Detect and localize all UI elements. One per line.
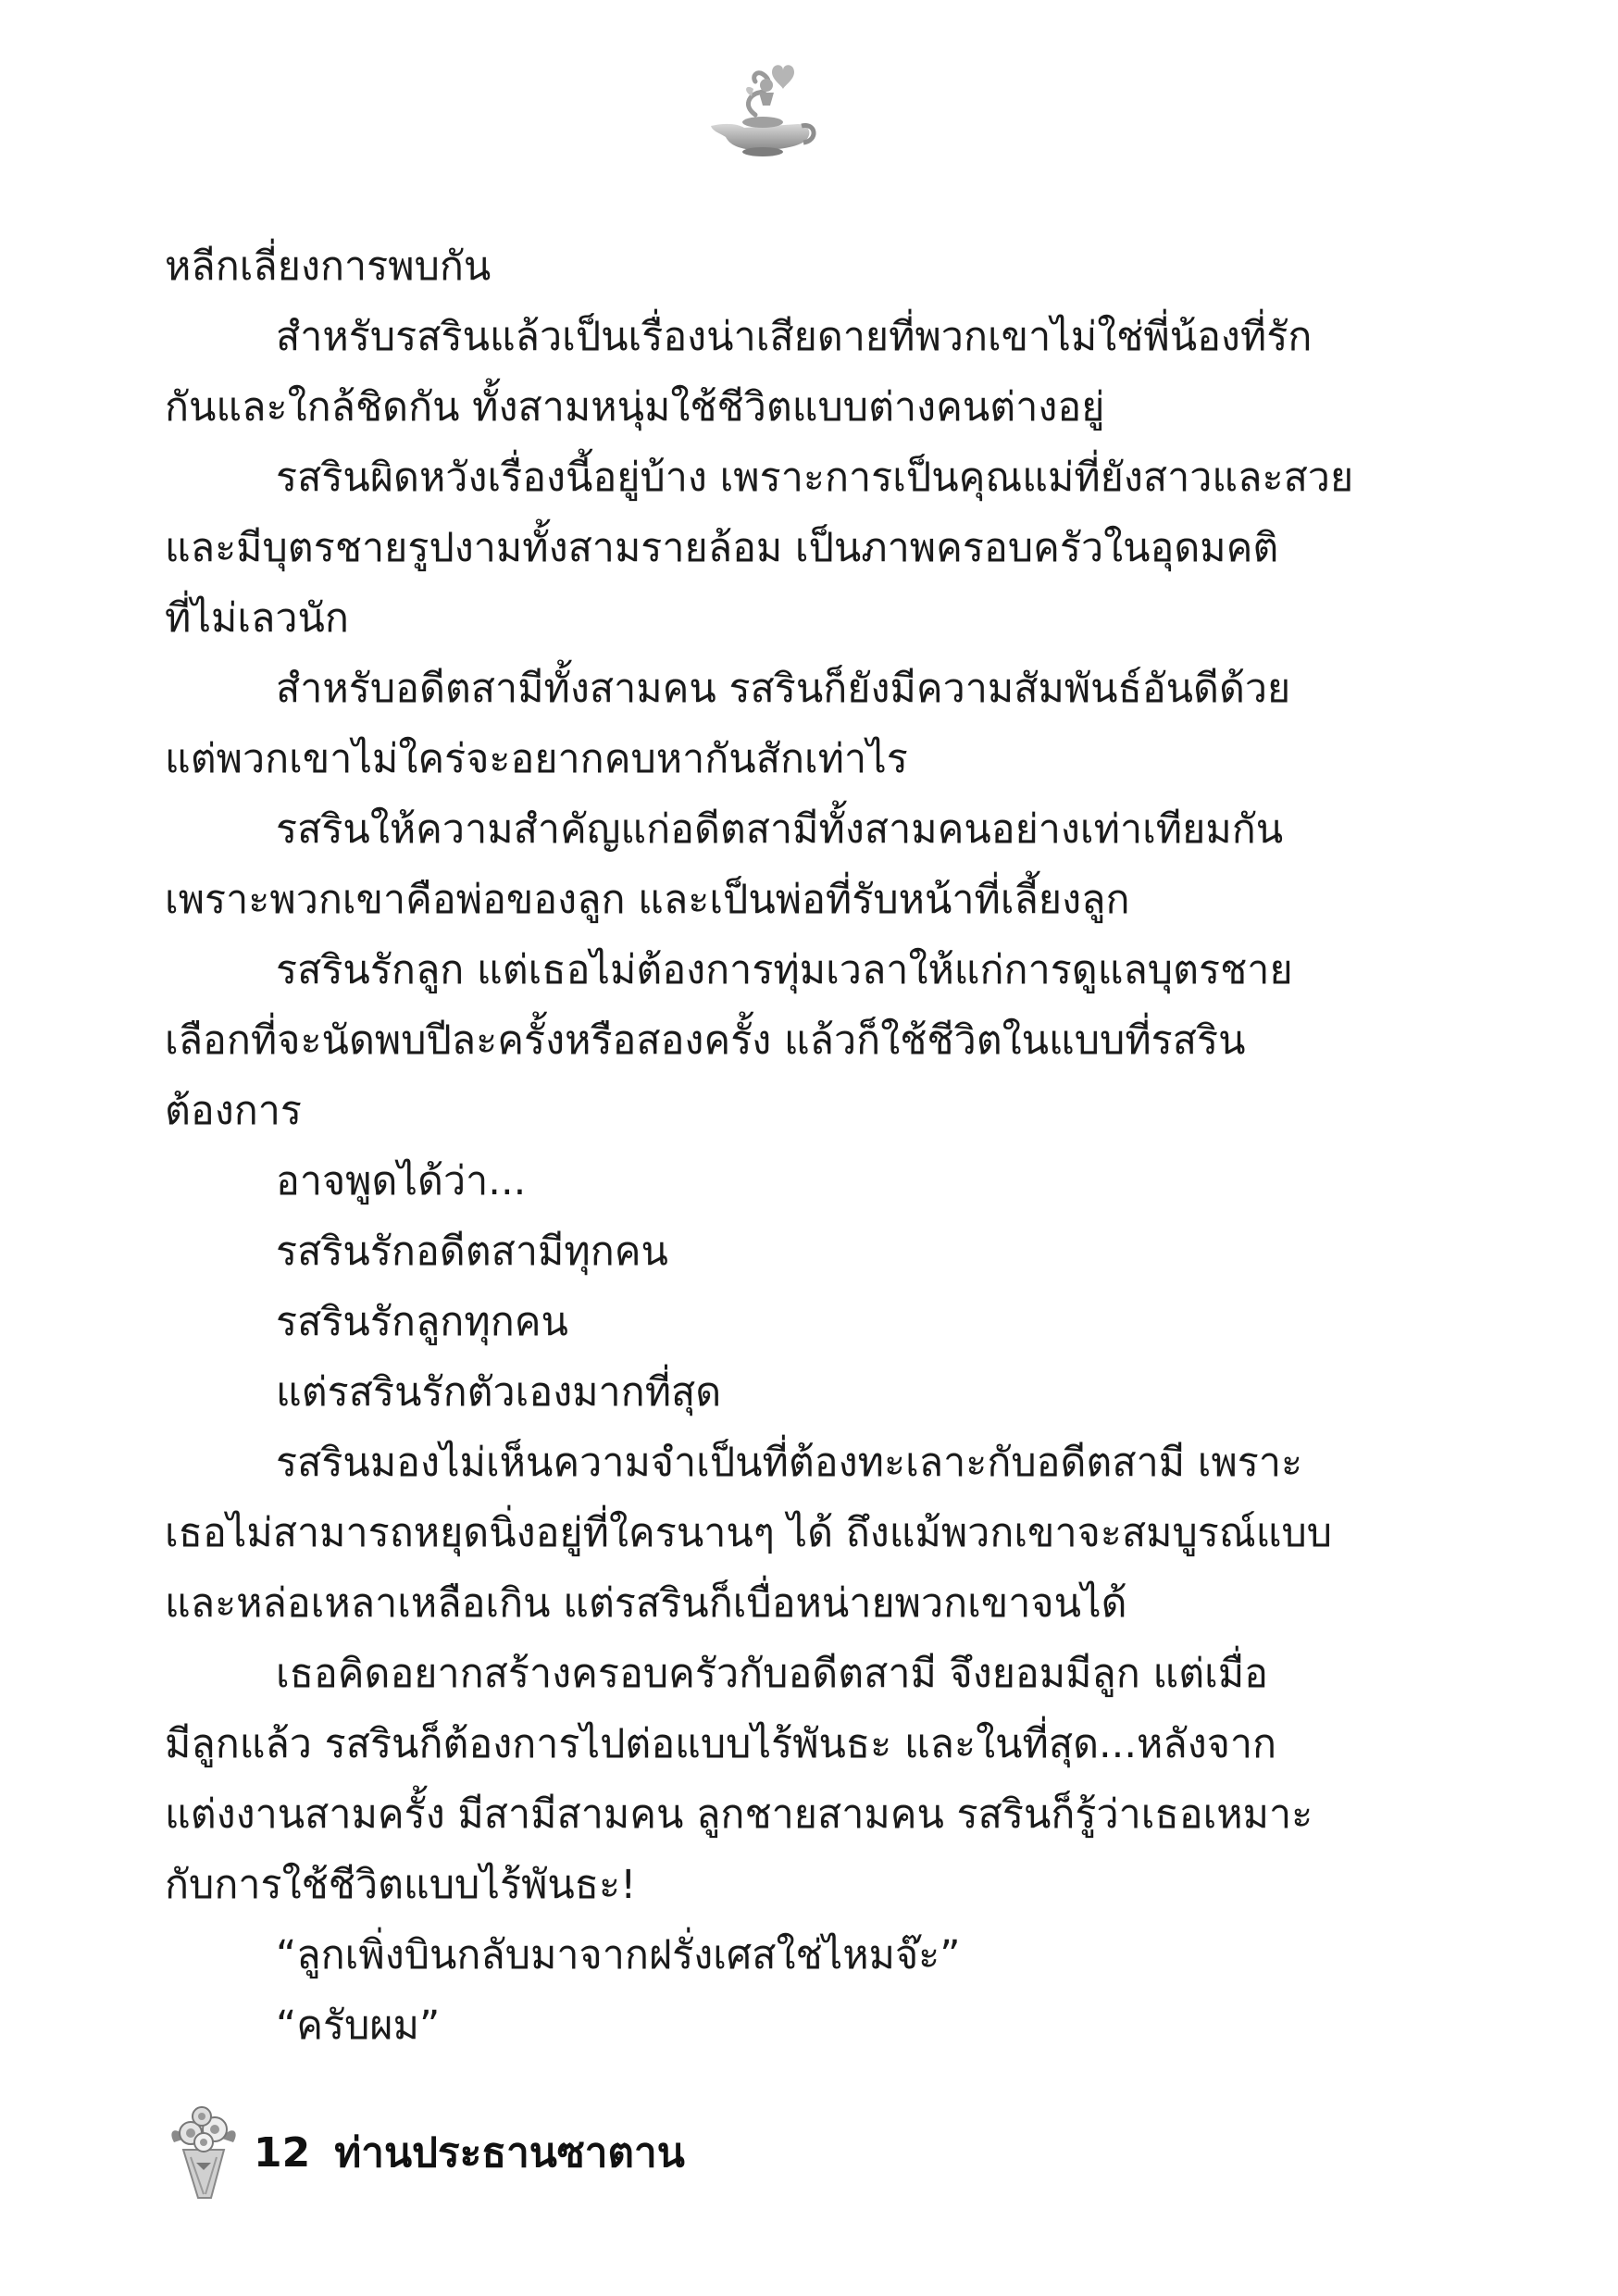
- text-line: “ครับผม”: [276, 2003, 441, 2049]
- text-line: เธอไม่สามารถหยุดนิ่งอยู่ที่ใครนานๆ ได้ ถึงแม้พวกเขาจะสมบูรณ์แบบ: [165, 1510, 1333, 1556]
- genie-lamp-icon: [698, 57, 818, 159]
- text-line: เพราะพวกเขาคือพ่อของลูก และเป็นพ่อที่รับหน้าที่เลี้ยงลูก: [165, 877, 1130, 923]
- page-number: 12: [254, 2128, 311, 2177]
- text-line: แต่รสรินรักตัวเองมากที่สุด: [276, 1369, 722, 1416]
- body-text: [165, 231, 1359, 2061]
- text-line: อาจพูดได้ว่า...: [276, 1158, 527, 1204]
- text-line: กับการใช้ชีวิตแบบไร้พันธะ!: [165, 1862, 637, 1908]
- text-line: รสรินผิดหวังเรื่องนี้อยู่บ้าง เพราะการเป็นคุณแม่ที่ยังสาวและสวย: [276, 455, 1354, 501]
- text-line: ที่ไม่เลวนัก: [165, 595, 349, 642]
- text-line: รสรินให้ความสำคัญแก่อดีตสามีทั้งสามคนอย่างเท่าเทียมกัน: [276, 806, 1284, 853]
- text-line: กันและใกล้ชิดกัน ทั้งสามหนุ่มใช้ชีวิตแบบต่างคนต่างอยู่: [165, 384, 1105, 430]
- text-line: รสรินรักอดีตสามีทุกคน: [276, 1229, 668, 1275]
- text-line: แต่พวกเขาไม่ใคร่จะอยากคบหากันสักเท่าไร: [165, 736, 908, 782]
- text-line: หลีกเลี่ยงการพบกัน: [165, 243, 492, 290]
- text-line: สำหรับอดีตสามีทั้งสามคน รสรินก็ยังมีความสัมพันธ์อันดีด้วย: [276, 666, 1291, 712]
- text-line: เลือกที่จะนัดพบปีละครั้งหรือสองครั้ง แล้วก็ใช้ชีวิตในแบบที่รสริน: [165, 1017, 1246, 1064]
- flower-bouquet-icon: [157, 2102, 250, 2203]
- text-line: และหล่อเหลาเหลือเกิน แต่รสรินก็เบื่อหน่ายพวกเขาจนได้: [165, 1580, 1127, 1627]
- page-footer: [157, 2102, 685, 2203]
- book-title: ท่านประธานซาตาน: [334, 2129, 685, 2177]
- text-line: มีลูกแล้ว รสรินก็ต้องการไปต่อแบบไร้พันธะ และในที่สุด...หลังจาก: [165, 1721, 1277, 1767]
- text-line: เธอคิดอยากสร้างครอบครัวกับอดีตสามี จึงยอมมีลูก แต่เมื่อ: [276, 1651, 1268, 1697]
- text-line: รสรินรักลูกทุกคน: [276, 1299, 568, 1345]
- text-line: สำหรับรสรินแล้วเป็นเรื่องน่าเสียดายที่พวกเขาไม่ใช่พี่น้องที่รัก: [276, 314, 1313, 360]
- text-line: แต่งงานสามครั้ง มีสามีสามคน ลูกชายสามคน รสรินก็รู้ว่าเธอเหมาะ: [165, 1791, 1313, 1838]
- text-line: รสรินรักลูก แต่เธอไม่ต้องการทุ่มเวลาให้แก่การดูแลบุตรชาย: [276, 947, 1293, 993]
- text-line: รสรินมองไม่เห็นความจำเป็นที่ต้องทะเลาะกับอดีตสามี เพราะ: [276, 1440, 1303, 1486]
- text-line: ต้องการ: [165, 1088, 303, 1134]
- text-line: และมีบุตรชายรูปงามทั้งสามรายล้อม เป็นภาพครอบครัวในอุดมคติ: [165, 525, 1279, 571]
- text-line: “ลูกเพิ่งบินกลับมาจากฝรั่งเศสใช่ไหมจ๊ะ”: [276, 1932, 961, 1978]
